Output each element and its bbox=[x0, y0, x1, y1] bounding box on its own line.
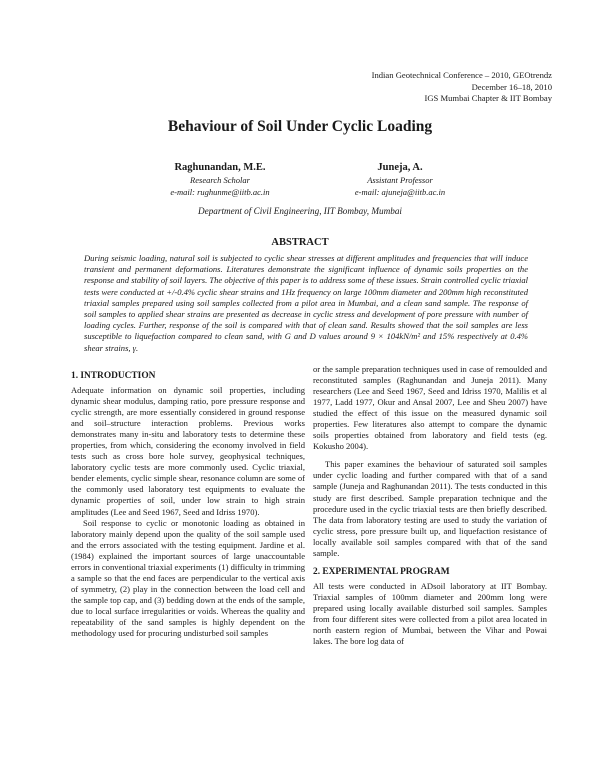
author-role: Research Scholar bbox=[190, 175, 250, 185]
experimental-paragraph-1: All tests were conducted in ADsoil laboratory at IIT Bombay. Triaxial samples of 100mm diameter and 200mm long were prepared using locally available disturbed soil samples. Samples from four different sites were collected from a pilot area located in north eastern region of Mumbai, between the Vihar and Powai lakes. The bore log data of bbox=[313, 580, 547, 647]
column-right bbox=[313, 364, 547, 647]
author-block-2 bbox=[290, 161, 510, 198]
conference-chapter: IGS Mumbai Chapter & IIT Bombay bbox=[424, 93, 552, 104]
section-heading-introduction: 1. INTRODUCTION bbox=[71, 371, 156, 381]
author-name: Raghunandan, M.E. bbox=[174, 162, 266, 173]
introduction-paragraph-2: Soil response to cyclic or monotonic loading as obtained in laboratory mainly depend upon the quality of the soil sample used and the errors associated with the testing equipment. Jardine et al. (1984) explained the important sources of large unaccountable errors in conventional triaxial experiments (1) difficulty in trimming a sample so that the end faces are perpendicular to the vertical axis of symmetry, (2) play in the connection between the load cell and the sample top cap, and (3) bedding down at the ends of the sample, due to local surface irregularities or voids. Whereas the quality and repeatability of the sand samples is highly dependent on the methodology used for procuring undisturbed soil samples bbox=[71, 517, 305, 639]
column-left bbox=[71, 370, 305, 639]
author-name: Juneja, A. bbox=[377, 162, 423, 173]
conference-header bbox=[372, 70, 552, 105]
author-role: Assistant Professor bbox=[367, 175, 433, 185]
author-email: e-mail: ajuneja@iitb.ac.in bbox=[354, 186, 446, 197]
introduction-paragraph-4: This paper examines the behaviour of saturated soil samples under cyclic loading and further compared with that of a sand sample (Juneja and Raghunandan 2011). The tests conducted in this study are first described. Sample preparation technique and the procedure used in the cyclic triaxial tests are then briefly described. The data from laboratory testing are used to study the variation of cyclic stress, pore pressure built up, and liquefaction resistance of locally available soil samples compared with that of the sand sample. bbox=[313, 459, 547, 558]
introduction-paragraph-1: Adequate information on dynamic soil properties, including dynamic shear modulus, damping ratio, pore pressure response and cyclic strength, are more essentially considered in ground response and soil–structure interaction problems. Previous works demonstrates many in-situ and laboratory tests to determine these properties, from which, considering the economy involved in field tests such as cross bore hole survey, geophysical techniques, laboratory cyclic tests are more commonly used. Cyclic triaxial, bender elements, cyclic simple shear, resonance column are some of the commonly used laboratory test equipments to evaluate the dynamic properties of soil, under low strain to high strain amplitudes (Lee and Seed 1967, Seed and Idriss 1970). bbox=[71, 385, 305, 517]
abstract-heading: ABSTRACT bbox=[271, 237, 329, 248]
author-email: e-mail: rughunme@iitb.ac.in bbox=[170, 186, 270, 197]
section-heading-experimental: 2. EXPERIMENTAL PROGRAM bbox=[313, 566, 450, 577]
conference-dates: December 16–18, 2010 bbox=[471, 81, 552, 92]
department-affiliation: Department of Civil Engineering, IIT Bombay, Mumbai bbox=[198, 206, 402, 216]
conference-name: Indian Geotechnical Conference – 2010, GEOtrendz bbox=[371, 70, 552, 80]
paper-title: Behaviour of Soil Under Cyclic Loading bbox=[167, 118, 433, 135]
introduction-paragraph-3: or the sample preparation techniques used in case of remoulded and reconstituted samples (Raghunandan and Juneja 2011). Many researchers (Lee and Seed 1967, Seed and Idriss 1970, Malilis et al 1977, Ladd 1977, Okur and Ansal 2007, Lee and Sheu 2007) have studied the effect of this issue on the measured dynamic soil properties. Few literatures also attempt to compare the dynamic soils properties obtained from laboratory and field tests (eg. Kokusho 2004). bbox=[313, 364, 547, 452]
abstract-text: During seismic loading, natural soil is subjected to cyclic shear stresses at different amplitudes and frequencies that will induce transient and permanent deformations. Literatures demonstrate the significant influence of dynamic soils properties on the response and stability of soil layers. The objective of this paper is to address some of these issues. Strain controlled cyclic triaxial tests were conducted at +/-0.4% cyclic shear strains and 1Hz frequency on large 100mm diameter and 200mm high reconstituted triaxial samples prepared using soil samples collected from a pilot area in Mumbai, and a clean sand sample. The response of soil samples to applied shear strains are presented as decrease in cyclic stress and development of pore pressure with number of loading cycles. Further, response of the soil is compared with that of clean sand. Results showed that the soil samples are less susceptible to liquefaction compared to clean sand, with G and D values around 9 × 104kN/m² and 15% respectively at 0.4% shear strains, γ. bbox=[84, 253, 528, 353]
